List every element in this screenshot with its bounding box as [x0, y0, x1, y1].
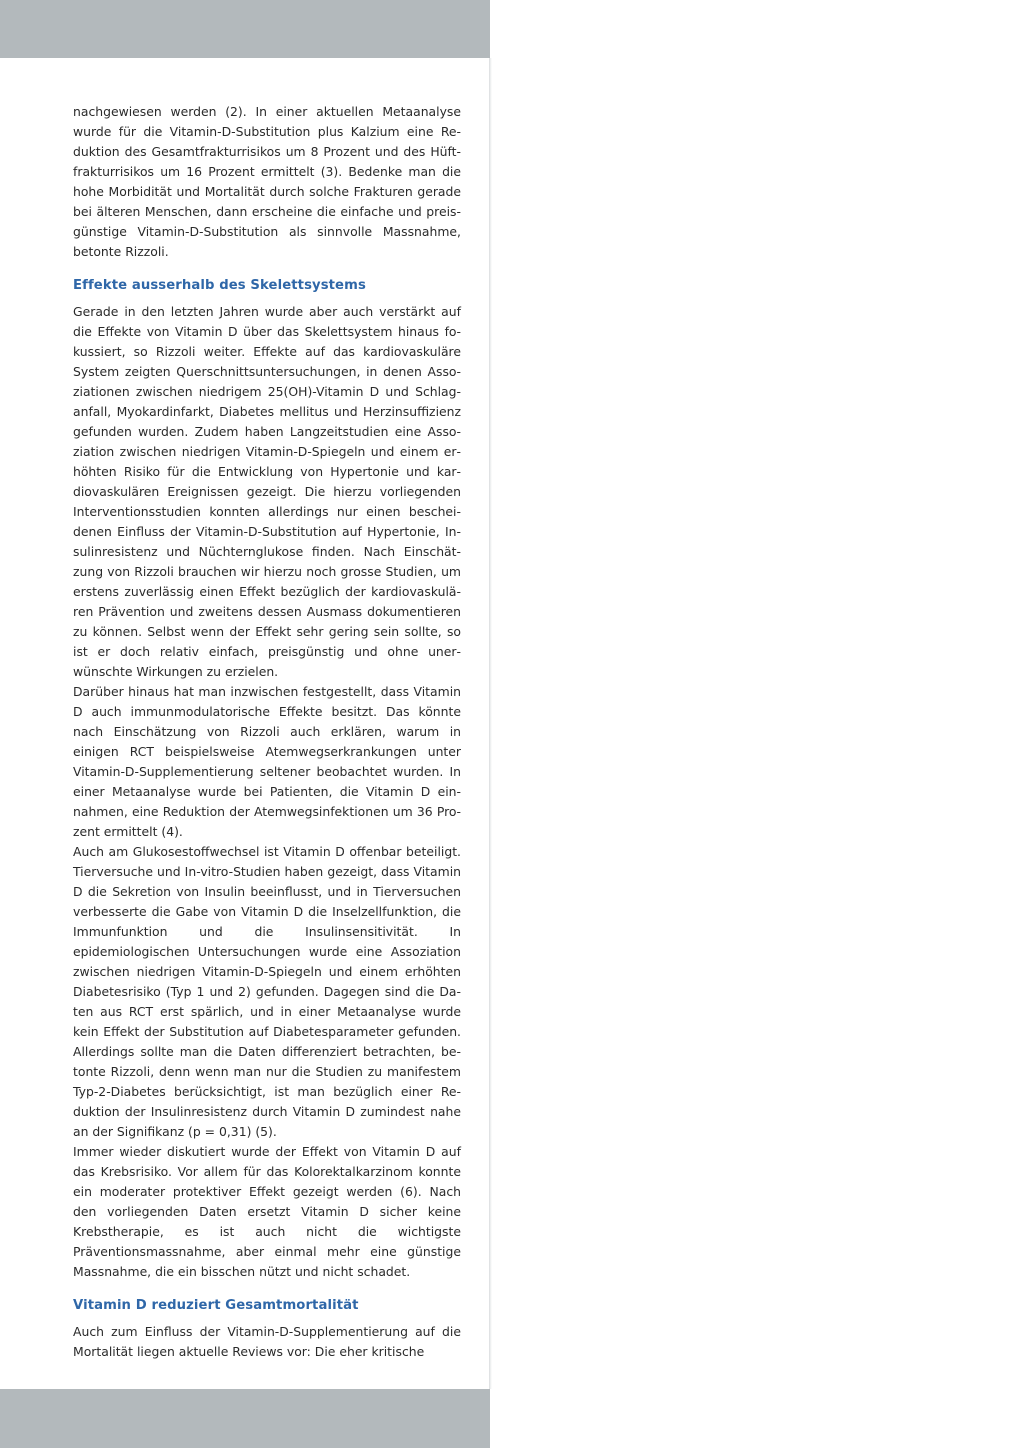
paragraph-mortality: Auch zum Einfluss der Vitamin-D-Supplementierung auf die Mortalität liegen aktuelle Reviews vor: Die eher kritische	[73, 1324, 461, 1359]
footer-band	[0, 1389, 490, 1448]
column-divider	[489, 58, 492, 1389]
article-column	[73, 102, 461, 1362]
paragraph-cancer: Immer wieder diskutiert wurde der Effekt von Vitamin D auf das Krebsrisiko. Vor allem für das Kolorektalkarzinom konnte ein moderater protektiver Effekt gezeigt werden (6). Nach den vorliegenden Daten ersetzt Vitamin D sicher keine Krebstherapie, es ist auch nicht die wichtigste Präventionsmassnahme, aber einmal mehr eine günstige Massnahme, die ein bisschen nützt und nicht schadet.	[73, 1144, 461, 1279]
header-band	[0, 0, 490, 58]
intro-paragraph: nachgewiesen werden (2). In einer aktuellen Metaanalyse wurde für die Vitamin-D-Substitution plus Kalzium eine Reduktion des Gesamtfrakturrisikos um 8 Prozent und des Hüftfrakturrisikos um 16 Prozent ermittelt (3). Bedenke man die hohe Morbidität und Mortalität durch solche Frakturen gerade bei älteren Menschen, dann erscheine die einfache und preisgünstige Vitamin-D-Substitution als sinnvolle Massnahme, betonte Rizzoli.	[73, 104, 461, 259]
paragraph-cardiovascular: Gerade in den letzten Jahren wurde aber auch verstärkt auf die Effekte von Vitamin D über das Skelettsystem hinaus fokussiert, so Rizzoli weiter. Effekte auf das kardiovaskuläre System zeigten Querschnittsuntersuchungen, in denen Assoziationen zwischen niedrigem 25(OH)-Vitamin D und Schlaganfall, Myokardinfarkt, Diabetes mellitus und Herzinsuffizienz gefunden wurden. Zudem haben Langzeitstudien eine Assoziation zwischen niedrigen Vitamin-D-Spiegeln und einem erhöhten Risiko für die Entwicklung von Hypertonie und kardiovaskulären Ereignissen gezeigt. Die hierzu vorliegenden Interventionsstudien konnten allerdings nur einen bescheidenen Einfluss der Vitamin-D-Substitution auf Hypertonie, Insulinresistenz und Nüchternglukose finden. Nach Einschätzung von Rizzoli brauchen wir hierzu noch grosse Studien, um erstens zuverlässig einen Effekt bezüglich der kardiovaskulären Prävention und zweitens dessen Ausmass dokumentieren zu können. Selbst wenn der Effekt sehr gering sein sollte, so ist er doch relativ einfach, preisgünstig und ohne unerwünschte Wirkungen zu erzielen.	[73, 304, 461, 679]
paragraph-immune: Darüber hinaus hat man inzwischen festgestellt, dass Vitamin D auch immunmodulatorische Effekte besitzt. Das könnte nach Einschätzung von Rizzoli auch erklären, warum in einigen RCT beispielsweise Atemwegserkrankungen unter Vitamin-D-Supplementierung seltener beobachtet wurden. In einer Metaanalyse wurde bei Patienten, die Vitamin D einnahmen, eine Reduktion der Atemwegsinfektionen um 36 Prozent ermittelt (4).	[73, 684, 461, 839]
paragraph-glucose: Auch am Glukosestoffwechsel ist Vitamin D offenbar beteiligt. Tierversuche und In-vitro-Studien haben gezeigt, dass Vitamin D die Sekretion von Insulin beeinflusst, und in Tierversuchen verbesserte die Gabe von Vitamin D die Inselzellfunktion, die Immunfunktion und die Insulinsensitivität. In epidemiologischen Untersuchungen wurde eine Assoziation zwischen niedrigen Vitamin-D-Spiegeln und einem erhöhten Diabetesrisiko (Typ 1 und 2) gefunden. Dagegen sind die Daten aus RCT erst spärlich, und in einer Metaanalyse wurde kein Effekt der Substitution auf Diabetesparameter gefunden. Allerdings sollte man die Daten differenziert betrachten, betonte Rizzoli, denn wenn man nur die Studien zu manifestem Typ-2-Diabetes berücksichtigt, ist man bezüglich einer Reduktion der Insulinresistenz durch Vitamin D zumindest nahe an der Signifikanz (p = 0,31) (5).	[73, 844, 461, 1139]
section-heading-mortality: Vitamin D reduziert Gesamtmortalität	[73, 1298, 359, 1313]
section-heading-effects: Effekte ausserhalb des Skelettsystems	[73, 278, 366, 293]
